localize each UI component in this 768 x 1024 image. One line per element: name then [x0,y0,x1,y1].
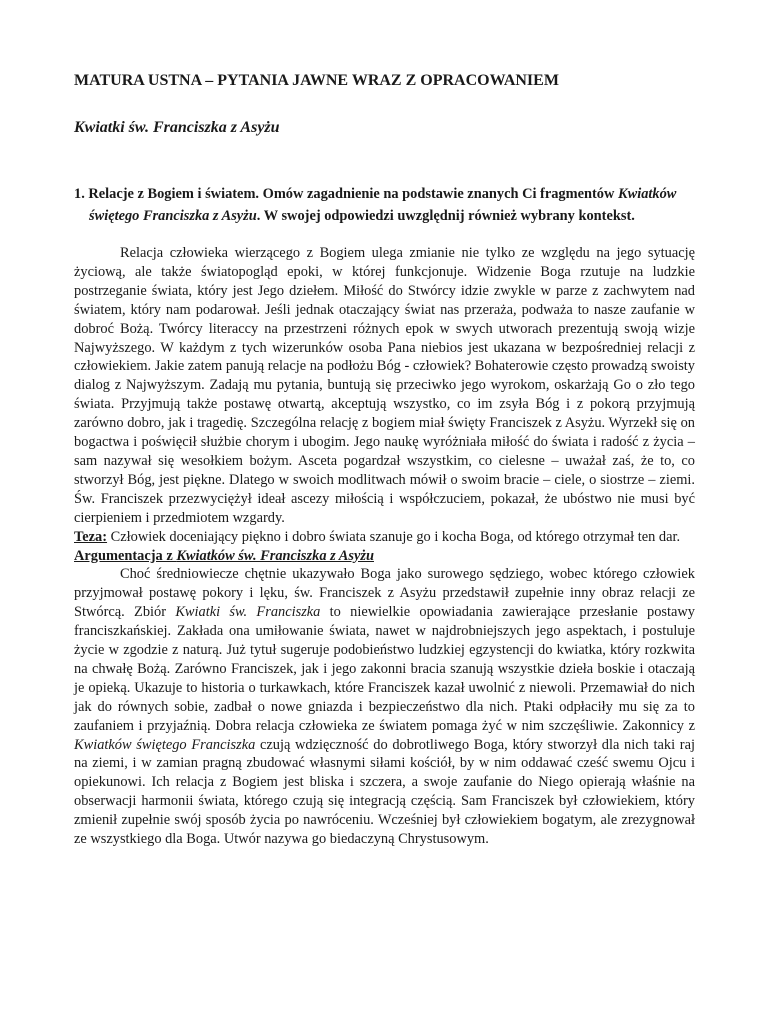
question-number: 1. [74,186,85,202]
document-subtitle: Kwiatki św. Franciszka z Asyżu [74,119,280,136]
argument-text-1: Choć średniowiecze chętnie ukazywało Boga jako surowego sędziego, wobec którego człowiek przyjmował postawę pokory i lęku, św. Franciszek z Asyżu przedstawił zupełnie inny obraz relacji ze Stwórcą. Zbiór [74,566,695,621]
question-text-part1: Relacje z Bogiem i światem. Omów zagadnienie na podstawie znanych Ci fragmentów [84,186,618,202]
document-title: MATURA USTNA – PYTANIA JAWNE WRAZ Z OPRACOWANIEM [74,72,559,89]
question-text-italic: Kwiatków świętego Franciszka z Asyżu [89,186,677,224]
argument-italic-1: Kwiatki św. Franciszka [175,604,321,621]
exam-question [74,184,695,227]
argument-italic-2: Kwiatków świętego Franciszka [74,736,256,753]
argument-heading [74,547,695,566]
question-text-part2: . W swojej odpowiedzi uwzględnij również wybrany kontekst. [256,207,635,224]
thesis-paragraph [74,528,695,547]
argument-paragraph [74,565,695,849]
argument-heading-prefix: Argumentacja z [74,547,177,564]
thesis-text: Człowiek doceniający piękno i dobro świata szanuje go i kocha Boga, od którego otrzymał ten dar. [107,528,681,545]
intro-paragraph: Relacja człowieka wierzącego z Bogiem ulega zmianie nie tylko ze względu na jego sytuację życiową, ale także światopogląd epoki, w której funkcjonuje. Widzenie Boga rzutuje na ludzkie postrzeganie świata, który jest Jego dziełem. Miłość do Stwórcy idzie zwykle w parze z zachwytem nad światem, który nam podarował. Jeśli jednak otaczający świat nas przeraża, podważa to nasze zaufanie w dobroć Bożą. Twórcy literaccy na przestrzeni różnych epok w swych utworach prezentują swoją wizje Najwyższego. W każdym z tych wizerunków osoba Pana niebios jest ukazana w bezpośredniej relacji z człowiekiem. Jakie zatem panują relacje na podłożu Bóg - człowiek? Bohaterowie często prowadzą swoisty dialog z Najwyższym. Zadają mu pytania, buntują się przeciwko jego wyrokom, oskarżają Go o zło tego świata. Przyjmują także postawę otwartą, akceptują wszystko, co im zsyła Bóg i z pokorą przyjmują zarówno dobro, jak i tragedię. Szczególna relację z bogiem miał święty Franciszek z Asyżu. Wyrzekł się on bogactwa i poświęcił służbie chorym i ubogim. Jego naukę wyróżniała miłość do świata i radość z życia – sam nazywał się wesołkiem bożym. Asceta pogardzał wszystkim, co cielesne – uważał zaś, że to, co stworzył Bóg, jest piękne. Dlatego w swoich modlitwach mówił o swoim bracie – ciele, o siostrze – ziemi. Św. Franciszek przezwyciężył ideał ascezy miłością i współczuciem, pokazał, że ubóstwo nie musi być cierpieniem i przedmiotem wzgardy. [74,245,695,526]
document-page [74,60,695,849]
argument-heading-italic: Kwiatków św. Franciszka z Asyżu [176,547,374,564]
argument-text-3: czują wdzięczność do dobrotliwego Boga, który stworzył dla nich taki raj na ziemi, i w zamian pragną zbudować własnymi siłami kościół, by w nim oddawać cześć swemu Ojcu i opiekunowi. Ich relacja z Bogiem jest bliska i szczera, a swoje zaufanie do Niego opierają właśnie na obserwacji harmonii świata, którego czują się integracją częścią. Sam Franciszek był człowiekiem, który zmienił zupełnie swój sposób życia po nawróceniu. Wcześniej był człowiekiem bogatym, ale zrezygnował ze wszystkiego dla Boga. Utwór nazywa go biedaczyną Chrystusowym. [74,736,695,848]
thesis-label: Teza: [74,528,108,545]
argument-text-2: to niewielkie opowiadania zawierające przesłanie postawy franciszkańskiej. Zakłada ona umiłowanie świata, nawet w najdrobniejszych jego aspektach, i postuluje życie w zgodzie z naturą. Już tytuł sugeruje podobieństwo ludzkiej egzystencji do kwiatka, który rozkwita na chwałę Bożą. Zarówno Franciszek, jak i jego zakonni bracia szanują wszystkie dzieła boskie i otaczają je opieką. Ukazuje to historia o turkawkach, które Franciszek kazał uwolnić z niewoli. Przemawiał do nich jak do równych sobie, zadbał o nowe gniazda i bezpieczeństwo dla nich. Ptaki odpłaciły mu się za to zaufaniem i przyjaźnią. Dobra relacja człowieka ze światem pomaga żyć w nim szczęśliwie. Zakonnicy z [74,604,695,734]
